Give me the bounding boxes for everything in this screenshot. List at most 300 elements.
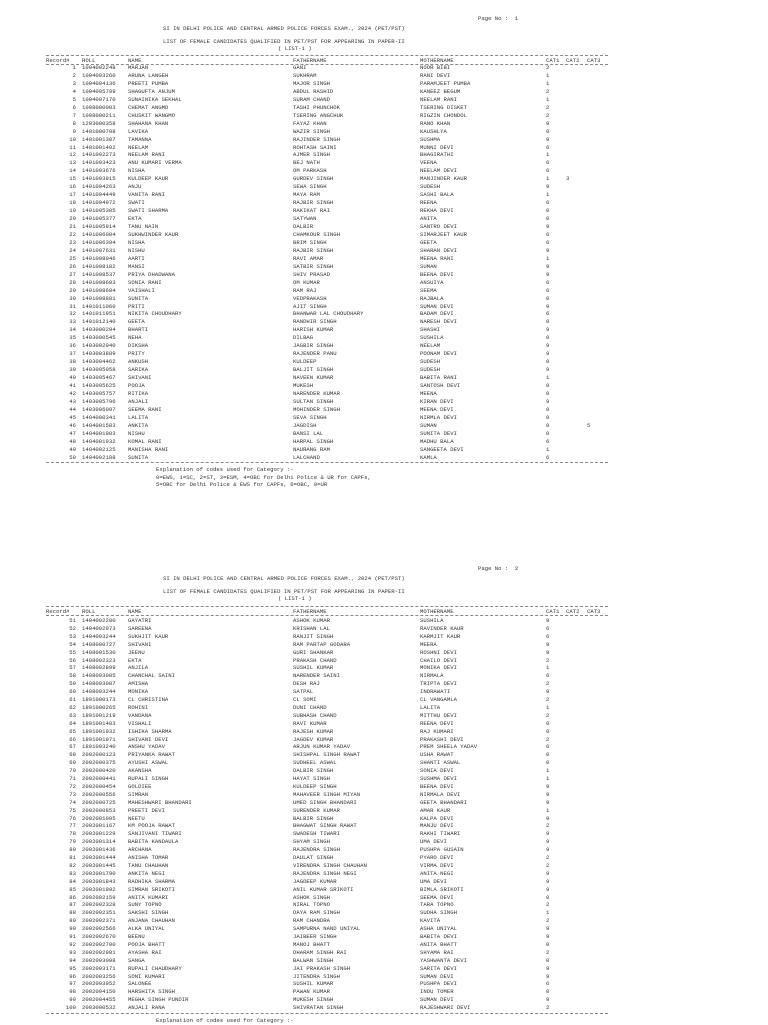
name-cell: NEELAM — [128, 143, 149, 151]
table-row — [0, 642, 768, 649]
name-cell: SONI KUMARI — [128, 972, 165, 980]
cat1-cell: 1 — [546, 71, 550, 79]
record-cell: 80 — [69, 846, 76, 854]
name-cell: CHANCHAL SAINI — [128, 672, 175, 680]
father-name-cell: NARENDER SAINI — [293, 672, 340, 680]
name-cell: ANISHA TOMAR — [128, 854, 169, 861]
header-rule — [46, 615, 608, 616]
cat1-cell: 6 — [546, 238, 550, 246]
roll-cell: 1408002899 — [82, 664, 116, 672]
father-name-cell: JAI PRAKASH SINGH — [293, 964, 351, 972]
name-cell: NISHA — [128, 238, 145, 246]
name-cell: HARSHITA SINGH — [128, 988, 175, 996]
name-cell: SWATI SHARMA — [128, 207, 169, 215]
col-name: NAME — [128, 57, 142, 64]
cat1-cell: 1 — [546, 79, 550, 87]
record-cell: 53 — [69, 632, 76, 640]
mother-name-cell: PRAKASHI DEVI — [420, 735, 464, 743]
mother-name-cell: REENA — [420, 199, 437, 207]
cat1-cell: 1 — [546, 775, 550, 782]
mother-name-cell: SHANTI ASWAL — [420, 759, 461, 767]
mother-name-cell: ROSHNI DEVI — [420, 648, 457, 656]
mother-name-cell: SASHI BALA — [420, 191, 454, 199]
name-cell: PRITI — [128, 302, 145, 310]
cat1-cell: 9 — [546, 885, 550, 893]
name-cell: ANKUSH — [128, 358, 149, 366]
name-cell: NISHA — [128, 167, 145, 175]
cat1-cell: 9 — [546, 183, 550, 191]
page-number: Page No : 2 — [478, 565, 519, 572]
name-cell: LAVIKA — [128, 127, 149, 135]
bottom-rule — [46, 462, 608, 463]
mother-name-cell: MEENA DEVI — [420, 405, 454, 413]
name-cell: CL CHRISTINA — [128, 696, 169, 703]
table-row — [0, 658, 768, 665]
name-cell: SWATI — [128, 199, 145, 207]
name-cell: SHIVANI DEVI — [128, 735, 169, 743]
record-cell: 48 — [69, 437, 76, 445]
cat1-cell: 0 — [546, 421, 550, 429]
table-row — [0, 689, 768, 696]
name-cell: MEGHA SINGH PUNDIR — [128, 996, 189, 1004]
roll-cell: 1403005058 — [82, 366, 116, 374]
roll-cell: 2002001436 — [82, 846, 116, 854]
table-row — [0, 989, 768, 996]
table-row — [0, 113, 768, 120]
name-cell: ARCHANA — [128, 846, 152, 854]
record-cell: 97 — [69, 980, 76, 988]
roll-cell: 2003000532 — [82, 1004, 116, 1012]
record-cell: 61 — [69, 696, 76, 703]
cat1-cell: 0 — [546, 358, 550, 366]
table-row — [0, 327, 768, 334]
father-name-cell: DALBIR SINGH — [293, 767, 334, 775]
mother-name-cell: MANJU DEVI — [420, 822, 454, 830]
roll-cell: 1401006394 — [82, 238, 116, 246]
roll-cell: 2002000123 — [82, 751, 116, 759]
father-name-cell: JAGDISH — [293, 421, 317, 429]
record-cell: 98 — [69, 988, 76, 996]
record-cell: 50 — [69, 453, 76, 461]
table-row — [0, 391, 768, 398]
roll-cell: 1401007631 — [82, 246, 116, 254]
cat1-cell: 9 — [546, 964, 550, 972]
cat1-cell: 1 — [546, 445, 550, 453]
name-cell: RADHIKA SHARMA — [128, 877, 175, 885]
cat1-cell: 1 — [546, 151, 550, 159]
mother-name-cell: MEENA — [420, 389, 437, 397]
table-row — [0, 65, 768, 72]
cat1-cell: 0 — [546, 127, 550, 135]
name-cell: MARJAN — [128, 64, 149, 71]
record-cell: 2 — [72, 71, 76, 79]
record-cell: 73 — [69, 790, 76, 798]
father-name-cell: SUKHRAM — [293, 71, 317, 79]
record-cell: 4 — [72, 87, 76, 95]
father-name-cell: LALCHAND — [293, 453, 320, 461]
name-cell: MAHESHWARI BHANDARI — [128, 798, 192, 806]
table-row — [0, 367, 768, 374]
name-cell: ANJU — [128, 183, 142, 191]
table-row — [0, 816, 768, 823]
father-name-cell: RANJIT SINGH — [293, 632, 334, 640]
roll-cell: 1404002188 — [82, 453, 116, 461]
name-cell: GAYATRI — [128, 617, 152, 624]
table-row — [0, 97, 768, 104]
record-cell: 85 — [69, 885, 76, 893]
name-cell: AYUSHI ASWAL — [128, 759, 169, 767]
mother-name-cell: MEENA RANI — [420, 254, 454, 262]
col-record: Record# — [46, 57, 70, 64]
father-name-cell: HAYAT SINGH — [293, 775, 330, 782]
record-cell: 26 — [69, 262, 76, 270]
table-row — [0, 681, 768, 688]
cat1-cell: 9 — [546, 846, 550, 854]
name-cell: TANU CHAUHAN — [128, 861, 169, 869]
table-row — [0, 160, 768, 167]
record-cell: 96 — [69, 972, 76, 980]
cat1-cell: 9 — [546, 246, 550, 254]
record-cell: 22 — [69, 230, 76, 238]
father-name-cell: DUNI CHAND — [293, 703, 327, 711]
explanation-line-1: Explanation of codes used for Category :- — [156, 1017, 294, 1024]
name-cell: JEENU — [128, 648, 145, 656]
father-name-cell: CHAMKOUR SINGH — [293, 230, 340, 238]
father-name-cell: BALBIR SINGH — [293, 814, 334, 822]
col-record: Record# — [46, 608, 70, 615]
table-row — [0, 626, 768, 633]
record-cell: 57 — [69, 664, 76, 672]
name-cell: SARIKA — [128, 366, 149, 374]
mother-name-cell: MONIKA DEVI — [420, 664, 457, 672]
roll-cell: 1004002248 — [82, 64, 116, 71]
record-cell: 33 — [69, 318, 76, 326]
mother-name-cell: RIGZIN CHONDOL — [420, 111, 467, 119]
name-cell: CHEMAT ANGMO — [128, 103, 169, 111]
mother-name-cell: ANITA BHATT — [420, 940, 457, 948]
name-cell: MANISHA RANI — [128, 445, 169, 453]
name-cell: BEENU — [128, 933, 145, 940]
table-row — [0, 839, 768, 846]
mother-name-cell: INDU TOMER — [420, 988, 454, 996]
father-name-cell: RAVI KUMAR — [293, 719, 327, 727]
col-cat3: CAT3 — [587, 57, 601, 64]
roll-cell: 2002003952 — [82, 980, 116, 988]
table-row — [0, 423, 768, 430]
mother-name-cell: KALPA DEVI — [420, 814, 454, 822]
name-cell: SIMRAN SRIKOTI — [128, 885, 175, 893]
mother-name-cell: SHARAN DEVI — [420, 246, 457, 254]
cat1-cell: 9 — [546, 869, 550, 877]
mother-name-cell: BABITA DEVI — [420, 933, 457, 940]
record-cell: 92 — [69, 940, 76, 948]
table-row — [0, 121, 768, 128]
mother-name-cell: KAMLA — [420, 453, 437, 461]
record-cell: 37 — [69, 350, 76, 358]
name-cell: SALONEE — [128, 980, 152, 988]
cat1-cell: 6 — [546, 230, 550, 238]
father-name-cell: BEJ NATH — [293, 159, 320, 167]
father-name-cell: SATBIR SINGH — [293, 262, 334, 270]
name-cell: ANJALI — [128, 397, 149, 405]
roll-cell: 1401006004 — [82, 230, 116, 238]
name-cell: BABITA KANDAULA — [128, 838, 179, 846]
record-cell: 29 — [69, 286, 76, 294]
cat1-cell: 9 — [546, 838, 550, 846]
table-row — [0, 665, 768, 672]
cat1-cell: 9 — [546, 933, 550, 940]
roll-cell: 1403005467 — [82, 374, 116, 382]
record-cell: 24 — [69, 246, 76, 254]
father-name-cell: AJIT SINGH — [293, 302, 327, 310]
roll-cell: 2002001167 — [82, 822, 116, 830]
father-name-cell: ASHOK SINGH — [293, 893, 330, 901]
father-name-cell: RAM PARTAP GODARA — [293, 640, 351, 648]
record-cell: 49 — [69, 445, 76, 453]
mother-name-cell: UMA DEVI — [420, 877, 447, 885]
father-name-cell: VEDPRAKASH — [293, 294, 327, 302]
record-cell: 11 — [69, 143, 76, 151]
record-cell: 20 — [69, 215, 76, 223]
record-cell: 10 — [69, 135, 76, 143]
mother-name-cell: NIRMALA — [420, 672, 444, 680]
cat1-cell: 9 — [546, 270, 550, 278]
father-name-cell: RAJENDRA SINGH — [293, 846, 340, 854]
table-row — [0, 256, 768, 263]
record-cell: 55 — [69, 648, 76, 656]
mother-name-cell: PUSHPA GUSAIN — [420, 846, 464, 854]
name-cell: EKTA — [128, 656, 142, 664]
table-row — [0, 129, 768, 136]
mother-name-cell: INDRAWATI — [420, 688, 451, 696]
roll-cell: 2002000725 — [82, 798, 116, 806]
mother-name-cell: NEELAM — [420, 342, 441, 350]
mother-name-cell: VEENA — [420, 159, 437, 167]
roll-cell: 2002002328 — [82, 901, 116, 909]
name-cell: NISHU — [128, 429, 145, 437]
father-name-cell: RAJENDRA SINGH NEGI — [293, 869, 357, 877]
name-cell: VAISHALI — [128, 286, 155, 294]
name-cell: SHIVANI — [128, 640, 152, 648]
name-cell: KULDEEP KAUR — [128, 175, 169, 183]
table-row — [0, 974, 768, 981]
name-cell: SAREENA — [128, 624, 152, 632]
name-cell: NEELAM RANI — [128, 151, 165, 159]
name-cell: AYASHA RAI — [128, 948, 162, 956]
name-cell: SANGA — [128, 956, 145, 964]
father-name-cell: SURAM CHAND — [293, 95, 330, 103]
table-row — [0, 650, 768, 657]
father-name-cell: KULDEEP SINGH — [293, 782, 337, 790]
cat1-cell: 9 — [546, 135, 550, 143]
record-cell: 27 — [69, 270, 76, 278]
cat1-cell: 2 — [546, 680, 550, 688]
mother-name-cell: TRIPTA DEVI — [420, 680, 457, 688]
father-name-cell: FAYAZ KHAN — [293, 119, 327, 127]
record-cell: 93 — [69, 948, 76, 956]
roll-cell: 1403004462 — [82, 358, 116, 366]
roll-cell: 1004003260 — [82, 71, 116, 79]
table-row — [0, 296, 768, 303]
roll-cell: 1401004972 — [82, 199, 116, 207]
table-row — [0, 248, 768, 255]
father-name-cell: NARENDER KUMAR — [293, 389, 340, 397]
table-row — [0, 152, 768, 159]
name-cell: SIMRAN — [128, 790, 149, 798]
record-cell: 45 — [69, 413, 76, 421]
name-cell: ISHIKA SHARMA — [128, 727, 172, 735]
bottom-rule — [46, 1013, 608, 1014]
roll-cell: 1401003676 — [82, 167, 116, 175]
exam-title: SI IN DELHI POLICE AND CENTRAL ARMED POLICE FORCES EXAM., 2024 (PET/PST) — [163, 25, 405, 32]
roll-cell: 2002002159 — [82, 893, 116, 901]
name-cell: RUPALI CHAUDHARY — [128, 964, 182, 972]
cat1-cell: 0 — [546, 759, 550, 767]
roll-cell: 2002000441 — [82, 775, 116, 782]
roll-cell: 1801003240 — [82, 743, 116, 751]
list-subtitle: LIST OF FEMALE CANDIDATES QUALIFIED IN PET/PST FOR APPEARING IN PAPER-II — [163, 588, 405, 595]
name-cell: ANITA KUMARI — [128, 893, 169, 901]
cat1-cell: 0 — [546, 207, 550, 215]
name-cell: RUPALI SINGH — [128, 775, 169, 782]
father-name-cell: BRIM SINGH — [293, 238, 327, 246]
cat1-cell: 9 — [546, 617, 550, 624]
mother-name-cell: UMA DEVI — [420, 838, 447, 846]
mother-name-cell: MADHU BALA — [420, 437, 454, 445]
table-row — [0, 359, 768, 366]
roll-cell: 1403000545 — [82, 334, 116, 342]
record-cell: 60 — [69, 688, 76, 696]
cat1-cell: 0 — [546, 318, 550, 326]
table-row — [0, 768, 768, 775]
table-row — [0, 697, 768, 704]
name-cell: PRIYA DHADWANA — [128, 270, 175, 278]
record-cell: 28 — [69, 278, 76, 286]
mother-name-cell: SUDESH — [420, 366, 441, 374]
table-row — [0, 737, 768, 744]
cat1-cell: 6 — [546, 167, 550, 175]
mother-name-cell: SANTOSH DEVI — [420, 382, 461, 389]
table-row — [0, 200, 768, 207]
cat1-cell: 0 — [546, 727, 550, 735]
mother-name-cell: RAJESHWARI DEVI — [420, 1004, 471, 1012]
father-name-cell: JAGDEEP KUMAR — [293, 877, 337, 885]
record-cell: 17 — [69, 191, 76, 199]
roll-cell: 2002001843 — [82, 877, 116, 885]
father-name-cell: RAM RAJ — [293, 286, 317, 294]
mother-name-cell: ANITA NEGI — [420, 869, 454, 877]
mother-name-cell: BIMLA SRIKOTI — [420, 885, 464, 893]
cat1-cell: 9 — [546, 366, 550, 374]
record-cell: 39 — [69, 366, 76, 374]
cat1-cell: 2 — [546, 656, 550, 664]
mother-name-cell: NIRMLA DEVI — [420, 413, 457, 421]
name-cell: VANDANA — [128, 711, 152, 719]
cat1-cell: 2 — [546, 711, 550, 719]
father-name-cell: CL SOMI — [293, 696, 317, 703]
name-cell: SUKHWINDER KAUR — [128, 230, 179, 238]
table-row — [0, 137, 768, 144]
record-cell: 67 — [69, 743, 76, 751]
mother-name-cell: MITTHU DEVI — [420, 711, 457, 719]
name-cell: KOMAL RANI — [128, 437, 162, 445]
cat1-cell: 9 — [546, 648, 550, 656]
mother-name-cell: ANITA — [420, 215, 437, 223]
cat1-cell: 9 — [546, 996, 550, 1004]
roll-cell: 2002000375 — [82, 759, 116, 767]
father-name-cell: RAVI AMAR — [293, 254, 324, 262]
mother-name-cell: AMAR KAUR — [420, 806, 451, 814]
roll-cell: 1404001932 — [82, 437, 116, 445]
father-name-cell: RAJBIR SINGH — [293, 199, 334, 207]
table-row — [0, 950, 768, 957]
record-cell: 21 — [69, 223, 76, 230]
mother-name-cell: TSERING DISKET — [420, 103, 467, 111]
table-row — [0, 744, 768, 751]
table-row — [0, 784, 768, 791]
name-cell: NEETU — [128, 814, 145, 822]
cat1-cell: 1 — [546, 767, 550, 775]
mother-name-cell: CHAILO DEVI — [420, 656, 457, 664]
table-row — [0, 240, 768, 247]
father-name-cell: MUKESH SINGH — [293, 996, 334, 1004]
record-cell: 71 — [69, 775, 76, 782]
name-cell: PRITY — [128, 350, 145, 358]
mother-name-cell: MUNNI DEVI — [420, 143, 454, 151]
father-name-cell: NAURANG RAM — [293, 445, 330, 453]
cat1-cell: 1 — [546, 703, 550, 711]
record-cell: 66 — [69, 735, 76, 743]
mother-name-cell: BEENA DEVI — [420, 782, 454, 790]
table-row — [0, 871, 768, 878]
list-number: ( LIST-1 ) — [278, 45, 312, 52]
table-row — [0, 902, 768, 909]
father-name-cell: RAJBIR SINGH — [293, 246, 334, 254]
col-father: FATHERNAME — [293, 57, 327, 64]
name-cell: ANU KUMARI VERMA — [128, 159, 182, 167]
name-cell: AKANSHA — [128, 767, 152, 775]
father-name-cell: RAJESH KUMAR — [293, 727, 334, 735]
mother-name-cell: TARA TOPNO — [420, 901, 454, 909]
cat1-cell: 6 — [546, 278, 550, 286]
roll-cell: 1401005914 — [82, 223, 116, 230]
col-name: NAME — [128, 608, 142, 615]
table-row — [0, 439, 768, 446]
father-name-cell: MOHINDER SINGH — [293, 405, 340, 413]
cat1-cell: 6 — [546, 159, 550, 167]
roll-cell: 2002000853 — [82, 806, 116, 814]
name-cell: ANKITA — [128, 421, 149, 429]
roll-cell: 2002003171 — [82, 964, 116, 972]
col-roll: ROLL — [82, 608, 96, 615]
cat1-cell: 2 — [546, 822, 550, 830]
record-cell: 14 — [69, 167, 76, 175]
roll-cell: 2002002371 — [82, 917, 116, 925]
cat1-cell: 9 — [546, 790, 550, 798]
table-row — [0, 73, 768, 80]
table-row — [0, 89, 768, 96]
roll-cell: 1404001583 — [82, 421, 116, 429]
father-name-cell: SUSHIL KUMAR — [293, 980, 334, 988]
mother-name-cell: SEEMA — [420, 286, 437, 294]
father-name-cell: KULDEEP — [293, 358, 317, 366]
name-cell: SUNITA — [128, 453, 149, 461]
name-cell: SHAGUFTA ANJUM — [128, 87, 175, 95]
mother-name-cell: VIRMA DEVI — [420, 861, 454, 869]
roll-cell: 1403005757 — [82, 389, 116, 397]
cat1-cell: 2 — [546, 87, 550, 95]
explanation-line-3: 5=OBC for Delhi Police & EWS for CAPFs, 6=OBC, 9=UR — [156, 481, 328, 488]
